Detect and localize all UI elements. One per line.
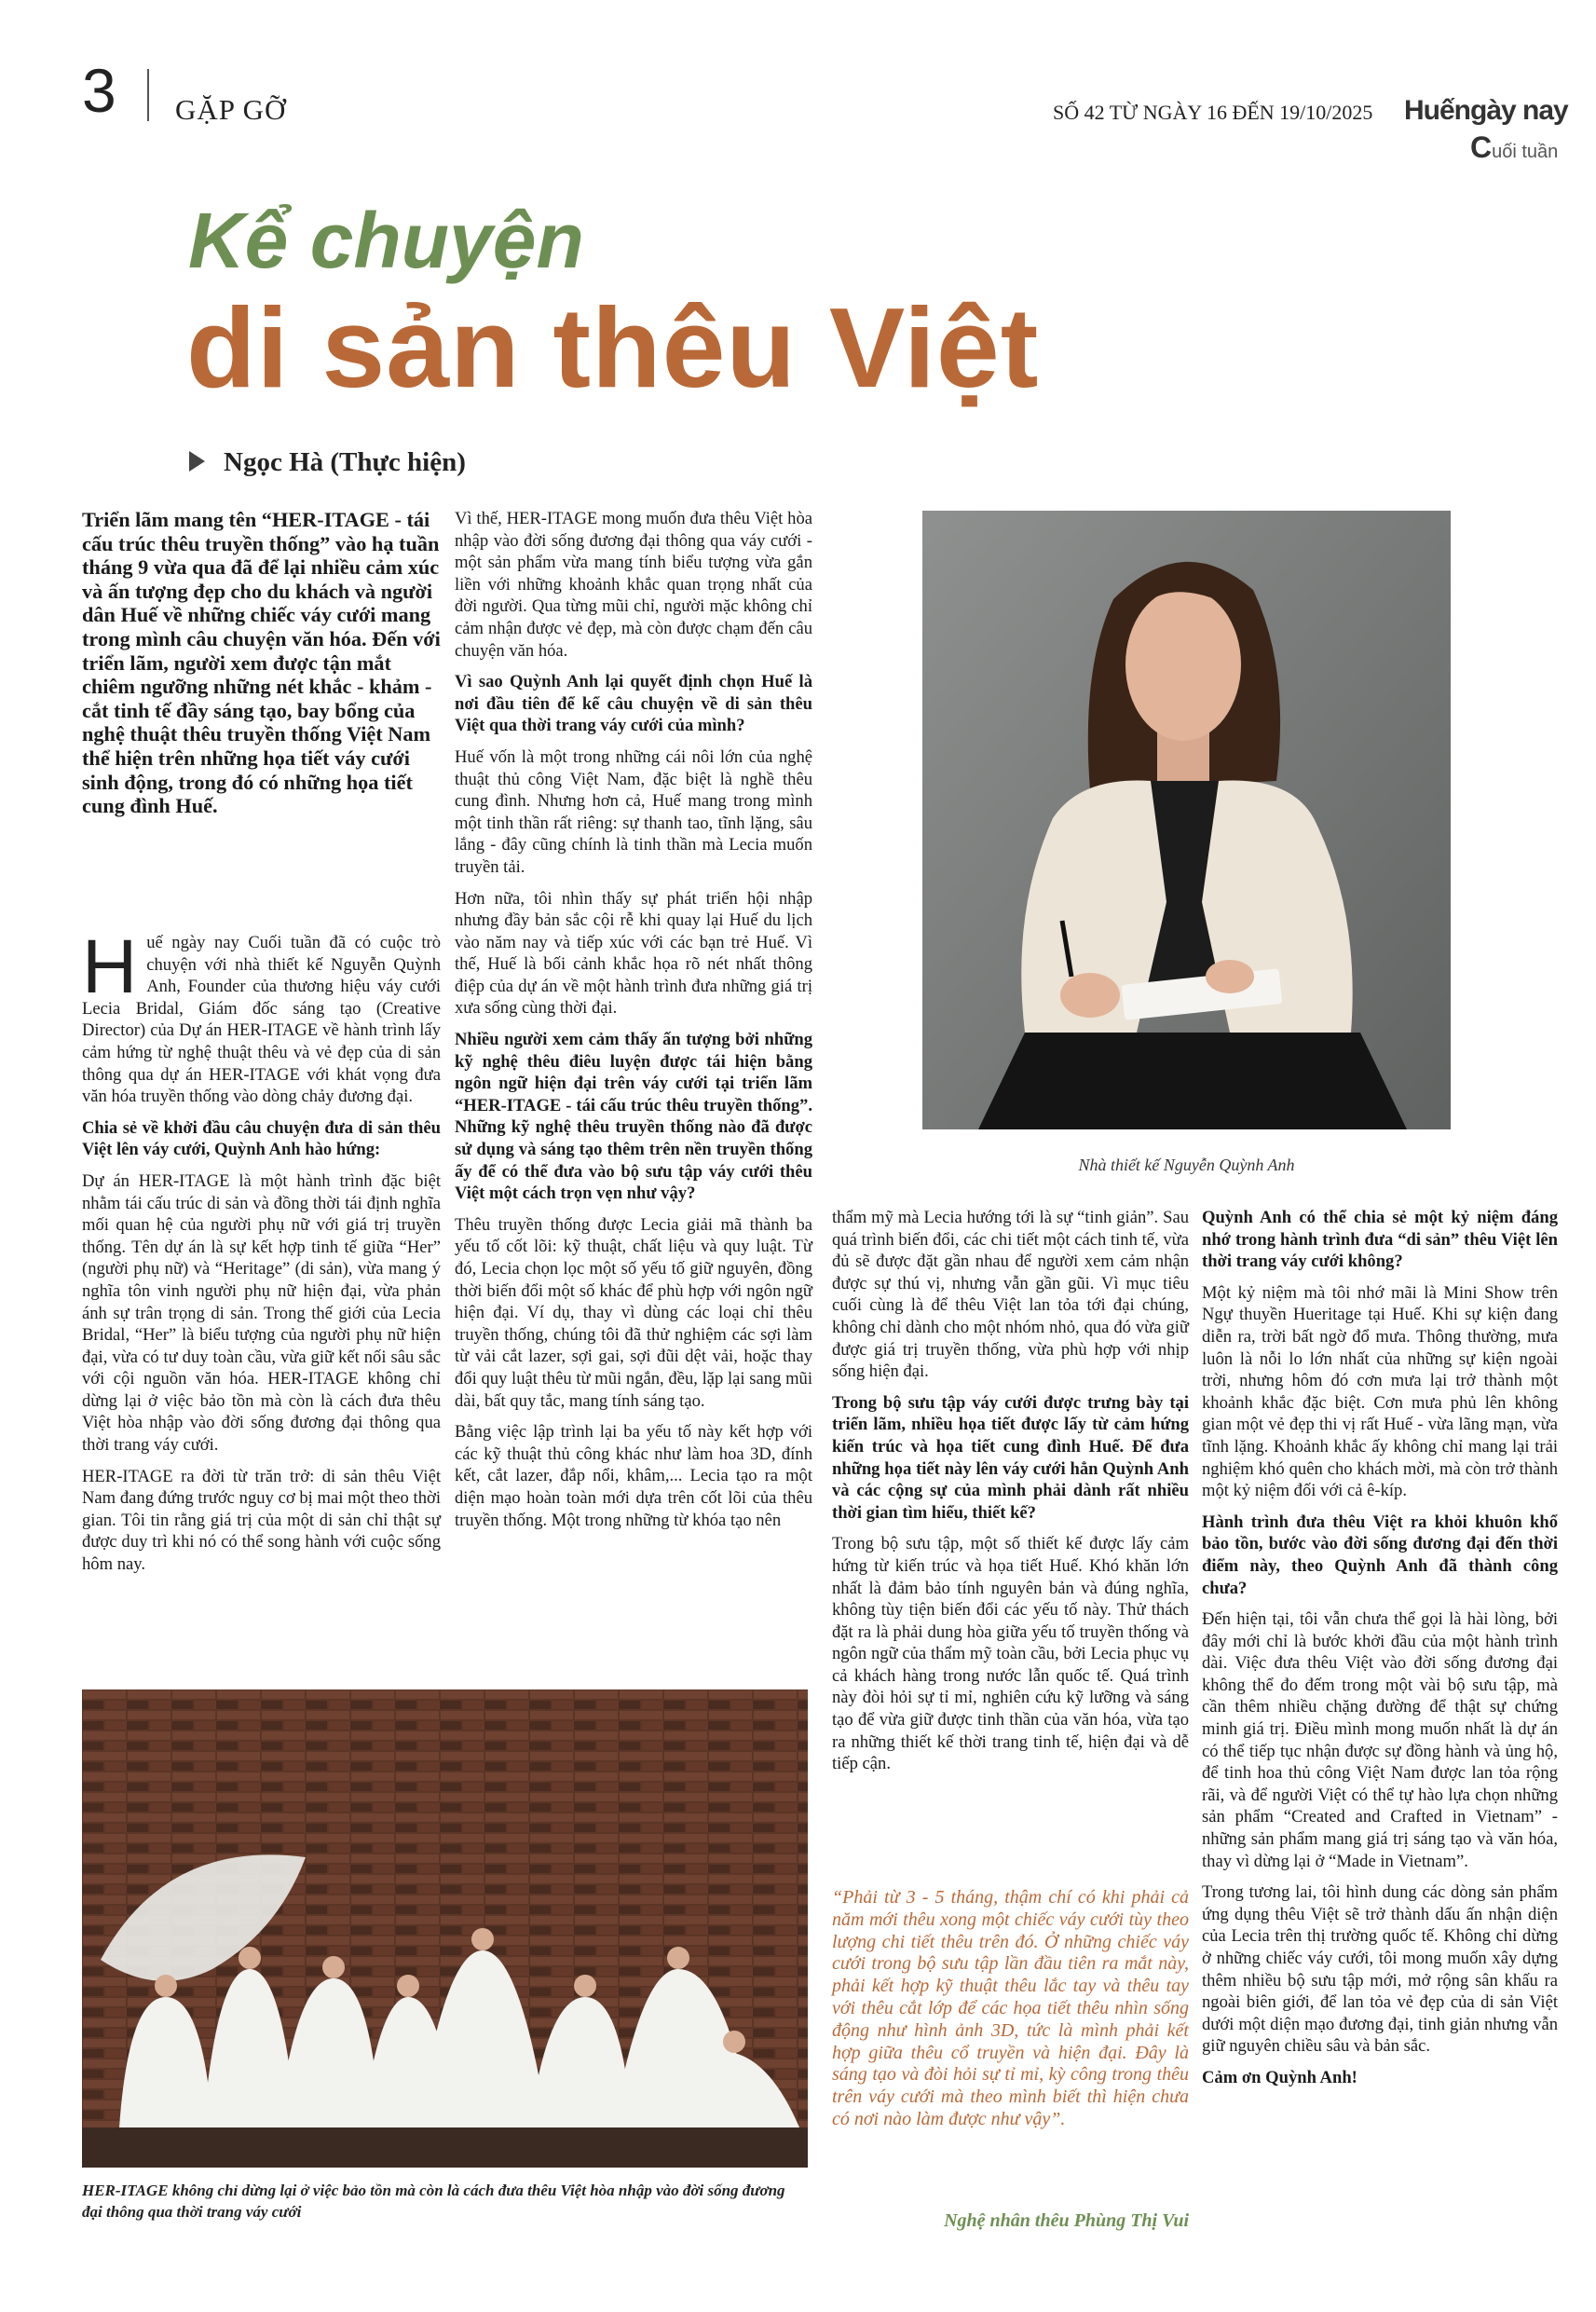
brand-sub-logo — [1470, 130, 1558, 165]
answer-paragraph: Trong tương lai, tôi hình dung các dòng sản phẩm ứng dụng thêu Việt sẽ trở thành dấu ấn nhận diện của Lecia trên thị trường quốc tế. Không chỉ dừng ở những chiếc váy cưới, tôi mong muốn xây dựng thêm nhiều bộ sưu tập mới, mở rộng sân khấu ra ngoài biên giới, để lan tỏa vẻ đẹp của di sản Việt dưới một diện mạo đương đại, tinh giản nhưng vẫn giữ nguyên chiều sâu và bản sắc. — [1202, 1882, 1558, 2057]
answer-paragraph: Một kỷ niệm mà tôi nhớ mãi là Mini Show trên Ngự thuyền Hueritage tại Huế. Khi sự kiện đang diễn ra, trời bất ngờ đổ mưa. Thông thường, mưa luôn là nỗi lo lớn nhất của những sự kiện ngoài trời, nhưng hôm đó cơn mưa lại trở thành một khoảnh khắc đặc biệt. Cơn mưa phủ lên không gian một vẻ đẹp thi vị rất Huế - vừa lãng mạn, vừa tĩnh lặng. Khoảnh khắc ấy không chỉ mang lại trải nghiệm khó quên cho khách mời, mà còn trở thành một kỷ niệm đối với cả ê-kíp. — [1202, 1282, 1558, 1501]
section-name: GẶP GỠ — [175, 93, 287, 126]
byline-text: Ngọc Hà (Thực hiện) — [224, 447, 466, 477]
article-title-line1: Kể chuyện — [188, 197, 584, 284]
brand-sub-initial: C — [1470, 130, 1493, 164]
closing-thanks: Cảm ơn Quỳnh Anh! — [1202, 2067, 1357, 2087]
paragraph-text: uế ngày nay Cuối tuần đã có cuộc trò chuyện với nhà thiết kế Nguyễn Quỳnh Anh, Founder của thương hiệu váy cưới Lecia Bridal, Giám đốc sáng tạo (Creative Director) của Dự án HER-ITAGE về hành trình lấy cảm hứng từ nghệ thuật thêu và vẻ đẹp của di sản thông qua dự án HER-ITAGE với khát vọng đưa văn hóa truyền thống vào dòng chảy đương đại. — [82, 933, 441, 1107]
question: Quỳnh Anh có thể chia sẻ một kỷ niệm đáng nhớ trong hành trình đưa “di sản” thêu Việt lên thời trang váy cưới không? — [1202, 1208, 1558, 1272]
column-4 — [1202, 1207, 1558, 2099]
page-number: 3 — [82, 56, 116, 125]
drop-cap: H — [82, 924, 138, 1009]
triangle-icon — [189, 451, 205, 472]
answer-paragraph: Đến hiện tại, tôi vẫn chưa thể gọi là hài lòng, bởi đây mới chỉ là bước khởi đầu của một hành trình dài. Việc đưa thêu Việt vào đời sống đương đại không thể đo đếm trong một vài bộ sưu tập, mà cần thêm nhiều chặng đường để thật sự chứng minh giá trị. Điều mình mong muốn nhất là dự án có thể tiếp tục nhận được sự đồng hành và ủng hộ, để tinh hoa thủ công Việt Nam được lan tỏa rộng rãi, và để người Việt có thể tự hào lựa chọn những sản phẩm “Created and Crafted in Vietnam” - những sản phẩm mang giá trị sáng tạo và văn hóa, thay vì dừng lại ở “Made in Vietnam”. — [1202, 1609, 1558, 1871]
brand-sub-text: uối tuần — [1492, 142, 1559, 162]
question: Trong bộ sưu tập váy cưới được trưng bày tại triển lãm, nhiều họa tiết được lấy từ cảm hứng kiến trúc và họa tiết cung đình Huế. Để đưa những họa tiết này lên váy cưới hẳn Quỳnh Anh và các cộng sự của mình phải dành rất nhiều thời gian tìm hiểu, thiết kế? — [832, 1392, 1189, 1523]
column-3 — [832, 1207, 1189, 1785]
header-divider — [147, 69, 149, 121]
photo-caption: HER-ITAGE không chỉ dừng lại ở việc bảo tồn mà còn là cách đưa thêu Việt hòa nhập vào đời sống đương đại thông qua thời trang váy cưới — [82, 2182, 785, 2221]
article-title-line2: di sản thêu Việt — [186, 284, 1040, 411]
question: Vì sao Quỳnh Anh lại quyết định chọn Huế là nơi đầu tiên để kể câu chuyện về di sản thêu Việt qua thời trang váy cưới của mình? — [455, 672, 812, 736]
answer-paragraph: Thêu truyền thống được Lecia giải mã thành ba yếu tố cốt lõi: kỹ thuật, chất liệu và quy luật. Từ đó, Lecia chọn lọc một số yếu tố giữ nguyên, đồng thời biến đổi một số khác để phù hợp với ngôn ngữ hiện đại. Ví dụ, thay vì dùng các loại chỉ thêu truyền thống, chúng tôi đã thử nghiệm các sợi làm từ vải cắt lazer, sợi gai, sợi đũi dệt vải, hoặc thay đổi quy luật thêu từ mũi ngắn, đều, lặp lại sang mũi dài, bất quy tắc, mang tính sáng tạo. — [455, 1214, 812, 1411]
portrait-caption: Nhà thiết kế Nguyễn Quỳnh Anh — [1078, 1156, 1295, 1174]
question: Nhiều người xem cảm thấy ấn tượng bởi những kỹ nghệ thêu điêu luyện được tái hiện bằng ngôn ngữ hiện đại trên váy cưới tại triển lãm “HER-ITAGE - tái cấu trúc thêu truyền thống”. Những kỹ nghệ thêu truyền thống nào đã được sử dụng và sáng tạo thêm trên nền truyền thống ấy để có thể đưa vào bộ sưu tập váy cưới thêu Việt một cách trọn vẹn như vậy? — [455, 1030, 812, 1204]
answer-paragraph: Trong bộ sưu tập, một số thiết kế được lấy cảm hứng từ kiến trúc và họa tiết Huế. Khó khăn lớn nhất là đảm bảo tính nguyên bản và đúng nghĩa, không tùy tiện biến đổi các yếu tố này. Thử thách đặt ra là phải dung hòa giữa yếu tố truyền thống và ngôn ngữ của thẩm mỹ toàn cầu, bởi Lecia phục vụ cả khách hàng trong nước lẫn quốc tế. Quá trình này đòi hỏi sự tỉ mỉ, nghiên cứu kỹ lưỡng và sáng tạo để vừa giữ được tinh thần của văn hóa, vừa tạo ra những thiết kế thời trang tinh tế, hiện đại và dễ tiếp cận. — [832, 1534, 1189, 1774]
byline — [189, 447, 466, 478]
answer-paragraph: Vì thế, HER-ITAGE mong muốn đưa thêu Việt hòa nhập vào đời sống đương đại thông qua váy cưới - một sản phẩm vừa mang tính biểu tượng vừa gắn liền với những khoảnh khắc quan trọng nhất của đời người. Qua từng mũi chỉ, người mặc không chỉ cảm nhận được vẻ đẹp, mà còn được chạm đến câu chuyện văn hóa. — [455, 509, 812, 661]
answer-paragraph: Bằng việc lập trình lại ba yếu tố này kết hợp với các kỹ thuật thủ công khác như làm hoa 3D, đính kết, cắt lazer, đắp nổi, khâm,... Lecia tạo ra một diện mạo hoàn toàn mới dựa trên cốt lõi của thêu truyền thống. Một trong những từ khóa tạo nên — [455, 1422, 812, 1530]
column-2 — [455, 508, 812, 1540]
question: Chia sẻ về khởi đầu câu chuyện đưa di sản thêu Việt lên váy cưới, Quỳnh Anh hào hứng: — [82, 1117, 441, 1160]
answer-paragraph: Dự án HER-ITAGE là một hành trình đặc biệt nhằm tái cấu trúc di sản và đồng thời tái định nghĩa mối quan hệ của người phụ nữ với giá trị truyền thống. Tên dự án là sự kết hợp tinh tế giữa “Her” (người phụ nữ) và “Heritage” (di sản), vừa mang ý nghĩa tôn vinh người phụ nữ hiện đại, vừa phản ánh sự trân trọng di sản. Trong thế giới của Lecia Bridal, “Her” là biểu tượng của người phụ nữ hiện đại, vừa có tư duy toàn cầu, vừa giữ kết nối sâu sắc với cội nguồn văn hóa. HER-ITAGE không chỉ dừng lại ở việc bảo tồn mà còn là cách đưa thêu Việt hòa nhập vào đời sống đương đại thông qua thời trang váy cưới. — [82, 1170, 441, 1456]
brand-logo: Huếngày nay — [1404, 95, 1568, 126]
portrait-illustration — [922, 511, 1451, 1129]
answer-paragraph: HER-ITAGE ra đời từ trăn trở: di sản thêu Việt Nam đang đứng trước nguy cơ bị mai một theo thời gian. Tôi tin rằng giá trị của một di sản chỉ thật sự được duy trì khi nó có thể song hành với cuộc sống hôm nay. — [82, 1466, 441, 1575]
answer-paragraph: thẩm mỹ mà Lecia hướng tới là sự “tinh giản”. Sau quá trình biến đổi, các chi tiết một cách tinh tế, vừa đủ sẽ được đặt gần nhau để người xem cảm nhận được sự thú vị, nhưng vẫn gần gũi. Vì mục tiêu cuối cùng là để thêu Việt lan tỏa tới đại chúng, không chỉ dành cho một nhóm nhỏ, qua đó vừa giữ được giá trị truyền thống, vừa phù hợp với nhịp sống hiện đại. — [832, 1208, 1189, 1382]
brick-wall-group-illustration — [82, 1690, 808, 2168]
wedding-dress-photo — [82, 1690, 808, 2168]
issue-info: SỐ 42 TỪ NGÀY 16 ĐẾN 19/10/2025 — [1053, 101, 1373, 124]
pull-quote: “Phải từ 3 - 5 tháng, thậm chí có khi phải cả năm mới thêu xong một chiếc váy cưới tùy theo lượng chi tiết thêu trên đó. Ở những chiếc váy cưới trong bộ sưu tập lần đầu tiên ra mắt này, phải kết hợp kỹ thuật thêu lắc tay và thêu tay với thêu cắt lớp để các họa tiết thêu nhìn sống động như hình ảnh 3D, tức là mình phải kết hợp giữa thêu cổ truyền và hiện đại. Đây là sáng tạo và đòi hỏi sự tỉ mỉ, kỳ công trong thêu trên váy cưới mà theo mình biết thì hiện chưa có nơi nào làm được như vậy”. — [832, 1887, 1189, 2129]
answer-paragraph: Hơn nữa, tôi nhìn thấy sự phát triển hội nhập nhưng đầy bản sắc cội rễ khi quay lại Huế du lịch vào năm nay và tiếp xúc với các bạn trẻ Huế. Vì thế, Huế là bối cảnh khắc họa rõ nét nhất thông điệp của dự án về một hành trình đưa những giá trị xưa sống cùng thời đại. — [455, 888, 812, 1019]
column-1 — [82, 924, 441, 1585]
intro-paragraph — [82, 924, 441, 1108]
article-lead: Triển lãm mang tên “HER-ITAGE - tái cấu trúc thêu truyền thống” vào hạ tuần tháng 9 vừa qua đã để lại nhiều cảm xúc và ấn tượng đẹp cho du khách và người dân Huế về những chiếc váy cưới mang trong mình câu chuyện văn hóa. Đến với triển lãm, người xem được tận mắt chiêm ngưỡng những nét khắc - khảm - cắt tinh tế đầy sáng tạo, bay bổng của nghệ thuật thêu truyền thống Việt Nam thể hiện trên những họa tiết váy cưới sinh động, trong đó có những họa tiết cung đình Huế. — [82, 508, 441, 818]
quote-attribution: Nghệ nhân thêu Phùng Thị Vui — [944, 2210, 1189, 2231]
answer-paragraph: Huế vốn là một trong những cái nôi lớn của nghệ thuật thủ công Việt Nam, đặc biệt là nghề thêu cung đình. Nhưng hơn cả, Huế mang trong mình một tinh thần rất riêng: sự thanh tao, tĩnh lặng, sâu lắng - đây cũng chính là tinh thần mà Lecia muốn truyền tải. — [455, 746, 812, 877]
portrait-photo — [922, 511, 1451, 1129]
question: Hành trình đưa thêu Việt ra khỏi khuôn khổ bảo tồn, bước vào đời sống đương đại đến thời điểm này, theo Quỳnh Anh đã thành công chưa? — [1202, 1512, 1558, 1598]
